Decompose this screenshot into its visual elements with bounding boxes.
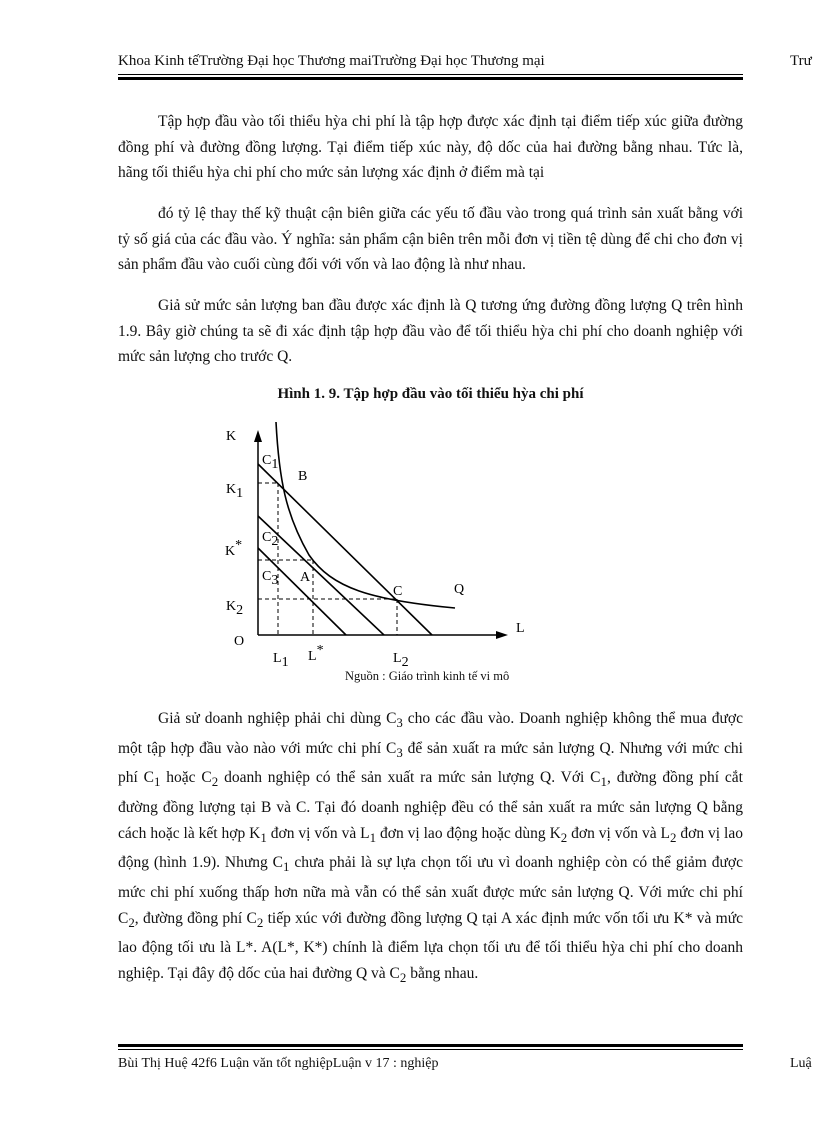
curve-q-label: Q	[454, 582, 465, 597]
l2-label: L2	[393, 651, 409, 670]
paragraph-3: Giả sử mức sản lượng ban đầu được xác định là Q tương ứng đường đồng lượng Q trên hình 1.9. Bây giờ chúng ta sẽ đi xác định tập hợp đầu vào để tối thiểu hỳa chi phí cho doanh nghiệp với mức sản lượng cho trước Q.	[118, 297, 743, 366]
header-rule-thin	[118, 74, 743, 75]
k-axis-arrow	[254, 430, 262, 442]
figure-title: Hình 1. 9. Tập hợp đầu vào tối thiểu hỳa chi phí	[277, 386, 584, 402]
point-c-label: C	[393, 584, 403, 599]
page-footer-right: Luậ	[790, 1056, 812, 1071]
page-header-right: Trư	[790, 53, 812, 69]
point-b-label: B	[298, 469, 308, 484]
footer-rule-thin	[118, 1049, 743, 1050]
cost-minimization-diagram	[220, 420, 540, 670]
paragraph-2: đó tỷ lệ thay thế kỹ thuật cận biên giữa các yếu tố đầu vào trong quá trình sản xuất bằng với tỷ số giá của các đầu vào. Ý nghĩa: sản phẩm cận biên trên mỗi đơn vị tiền tệ dùng để chi cho đơn vị sản phẩm đầu vào cuối cùng đối với vốn và lao động là như nhau.	[118, 205, 743, 274]
k2-label: K2	[226, 599, 244, 618]
origin-label: O	[234, 634, 245, 649]
c3-label: C3	[262, 569, 279, 588]
footer-rule-thick	[118, 1044, 743, 1047]
isocost-c3	[258, 548, 346, 635]
k-axis-label: K	[226, 429, 237, 444]
paragraph-1: Tập hợp đầu vào tối thiểu hỳa chi phí là tập hợp được xác định tại điểm tiếp xúc giữa đường đồng phí và đường đồng lượng. Tại điểm tiếp xúc này, độ dốc của hai đường bằng nhau. Tức là, hãng tối thiểu hỳa chi phí cho mức sản lượng xác định ở điểm mà tại	[118, 113, 743, 182]
page-header: Khoa Kinh tếTrường Đại học Thương maiTrường Đại học Thương mại	[118, 53, 545, 69]
l-axis-label: L	[516, 621, 525, 636]
c1-label: C1	[262, 453, 279, 472]
c2-label: C2	[262, 530, 279, 549]
header-rule-thick	[118, 77, 743, 80]
l-axis-arrow	[496, 631, 508, 639]
k1-label: K1	[226, 482, 244, 501]
point-a-label: A	[300, 570, 311, 585]
figure-source: Nguồn : Giáo trình kinh tế vi mô	[345, 669, 510, 683]
l1-label: L1	[273, 651, 289, 670]
paragraph-4: Giả sử doanh nghiệp phải chi dùng $C_3$ cho các đầu vào. Doanh nghiệp không thể mua được một tập hợp đầu vào nào với mức chi phí $C_3$ để sản xuất ra mức sản lượng Q. Nhưng với mức chi phí $C_1$ hoặc $C_2$ doanh nghiệp có thể sản xuất ra mức sản lượng Q. Với $C_1$, đường đồng phí cắt đường đồng lượng tại B và C. Tại đó doanh nghiệp đều có thể sản xuất ra mức sản lượng Q bằng cách hoặc là kết hợp $K_1$ đơn vị vốn và $L_1$ đơn vị lao động hoặc dùng $K_2$ đơn vị vốn và $L_2$ đơn vị lao động (hình 1.9). Nhưng $C_1$ chưa phải là sự lựa chọn tối ưu vì doanh nghiệp còn có thể giảm được mức chi phí xuống thấp hơn nữa mà vẫn có thể sản xuất được mức sản lượng Q. Với mức chi phí $C_2$, đường đồng phí $C_2$ tiếp xúc với đường đồng lượng Q tại A xác định mức vốn tối ưu K* và mức lao động tối ưu là L*. A(L*, K*) chính là điểm lựa chọn tối ưu để tối thiểu hỳa chi phí cho doanh nghiệp. Tại đây độ dốc của hai đường Q và $C_2$ bằng nhau.	[118, 710, 744, 985]
kstar-label: K*	[225, 538, 243, 559]
lstar-label: L*	[308, 643, 324, 664]
page-footer: Bùi Thị Huệ 42f6 Luận văn tốt nghiệpLuận v 17 : nghiệp	[118, 1056, 439, 1071]
